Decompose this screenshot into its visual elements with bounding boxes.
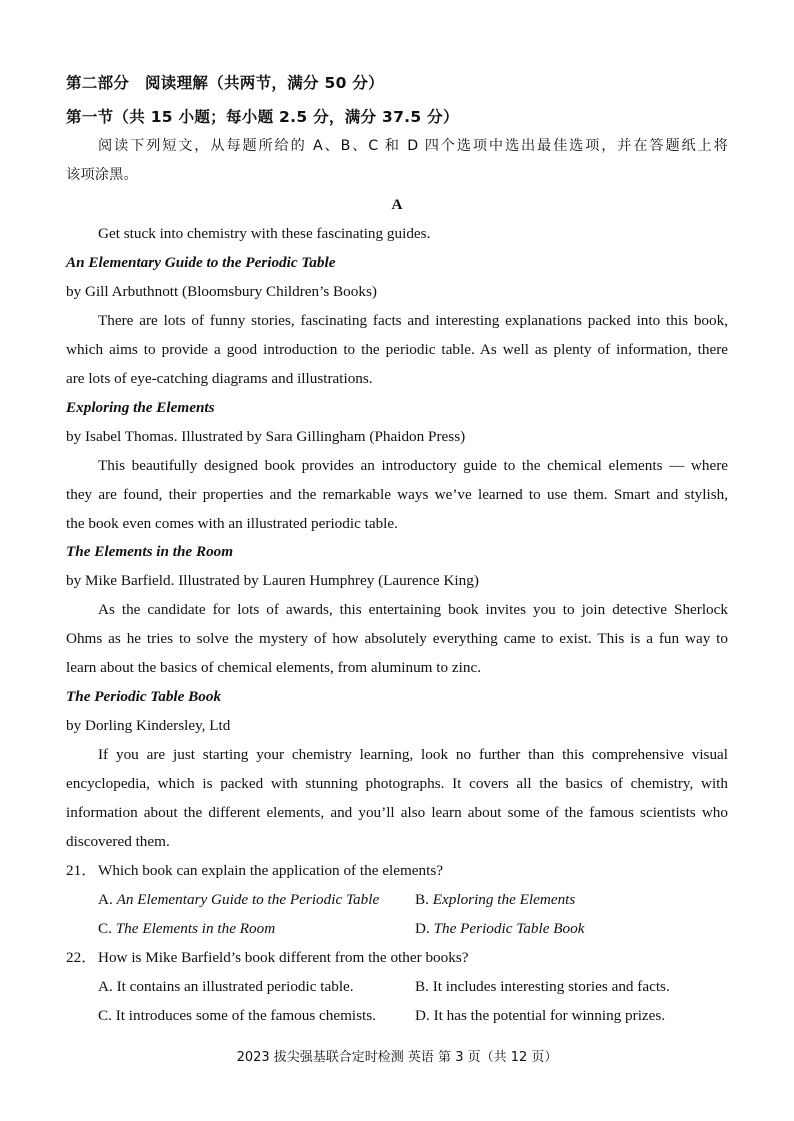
instructions-line-1: 阅读下列短文，从每题所给的 A、B、C 和 D 四个选项中选出最佳选项，并在答题纸上将 (98, 138, 728, 154)
book-description-line: they are found, their properties and the remarkable ways we’ve learned to use them. Smart and stylish, (66, 486, 728, 503)
page-footer: 2023 拔尖强基联合定时检测 英语 第 3 页（共 12 页） (236, 1050, 558, 1065)
book-description-line: information about the different elements, and you’ll also learn about some of the famous scientists who (66, 804, 728, 821)
option-c[interactable]: C. It introduces some of the famous chemists. (98, 1007, 376, 1024)
book-byline: by Isabel Thomas. Illustrated by Sara Gillingham (Phaidon Press) (66, 428, 466, 445)
book-description-line: discovered them. (66, 833, 170, 850)
option-c[interactable]: C. The Elements in the Room (98, 920, 276, 937)
option-a[interactable]: A. It contains an illustrated periodic table. (98, 978, 354, 995)
option-b[interactable]: B. Exploring the Elements (415, 891, 576, 908)
book-description-line: which aims to provide a good introduction to the periodic table. As well as plenty of information, there (66, 341, 728, 358)
book-byline: by Mike Barfield. Illustrated by Lauren Humphrey (Laurence King) (66, 572, 479, 589)
passage-intro: Get stuck into chemistry with these fascinating guides. (98, 225, 431, 242)
question-text: Which book can explain the application of the elements? (98, 862, 443, 879)
book-description-line: are lots of eye-catching diagrams and illustrations. (66, 370, 373, 387)
book-description-line: Ohms as he tries to solve the mystery of how absolutely everything came to exist. This is a fun way to (66, 630, 728, 647)
book-description-line: If you are just starting your chemistry learning, look no further than this comprehensive visual (98, 746, 728, 763)
option-d[interactable]: D. The Periodic Table Book (415, 920, 585, 937)
option-a[interactable]: A. An Elementary Guide to the Periodic Table (98, 891, 380, 908)
subsection-title: 第一节（共 15 小题；每小题 2.5 分，满分 37.5 分） (66, 108, 459, 126)
book-description-line: There are lots of funny stories, fascinating facts and interesting explanations packed into this book, (98, 312, 728, 329)
book-byline: by Gill Arbuthnott (Bloomsbury Children’s Books) (66, 283, 377, 300)
book-title: The Elements in the Room (66, 543, 234, 560)
passage-label: A (391, 196, 403, 213)
book-description-line: the book even comes with an illustrated periodic table. (66, 515, 398, 532)
option-b[interactable]: B. It includes interesting stories and facts. (415, 978, 670, 995)
instructions-line-2: 该项涂黑。 (66, 167, 138, 183)
option-d[interactable]: D. It has the potential for winning prizes. (415, 1007, 666, 1024)
question-number: 21． (66, 862, 97, 879)
book-description-line: encyclopedia, which is packed with stunning photographs. It covers all the basics of chemistry, with (66, 775, 728, 792)
book-byline: by Dorling Kindersley, Ltd (66, 717, 231, 734)
book-title: The Periodic Table Book (66, 688, 222, 705)
part-title: 第二部分 阅读理解（共两节，满分 50 分） (66, 74, 384, 92)
book-description-line: learn about the basics of chemical elements, from aluminum to zinc. (66, 659, 481, 676)
question-text: How is Mike Barfield’s book different from the other books? (98, 949, 469, 966)
question-number: 22． (66, 949, 97, 966)
book-description-line: This beautifully designed book provides an introductory guide to the chemical elements — where (98, 457, 728, 474)
book-title: Exploring the Elements (66, 399, 215, 416)
book-description-line: As the candidate for lots of awards, this entertaining book invites you to join detective Sherlock (98, 601, 728, 618)
book-title: An Elementary Guide to the Periodic Table (66, 254, 336, 271)
